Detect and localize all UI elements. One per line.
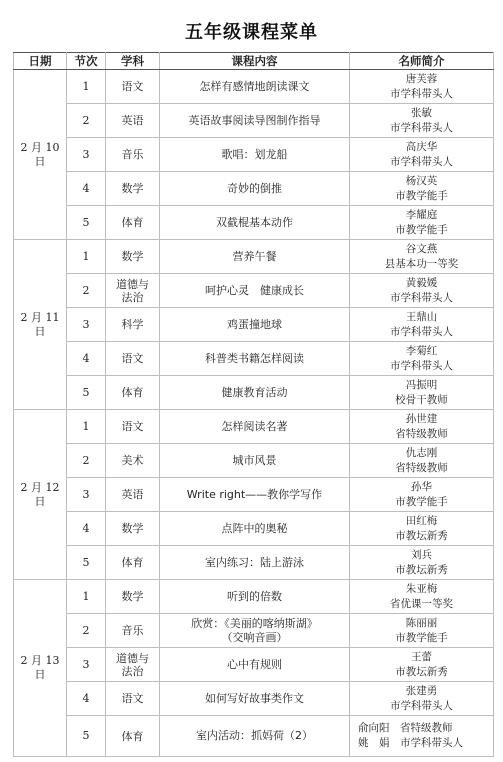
period-cell: 2 — [67, 444, 106, 478]
teacher-name: 田红梅 — [405, 514, 438, 527]
period-cell: 4 — [67, 342, 106, 376]
table-row — [14, 308, 494, 342]
content-cell: 怎样有感情地朗读课文 — [160, 70, 350, 104]
teacher-title: 市教坛新秀 — [395, 665, 448, 678]
content-cell: 室内练习：陆上游泳 — [160, 546, 350, 580]
teacher-cell — [350, 308, 494, 342]
teacher-name: 高庆华 — [405, 140, 438, 153]
period-cell: 3 — [67, 648, 106, 682]
teacher-cell — [350, 172, 494, 206]
table-row — [14, 104, 494, 138]
table-header-row — [14, 53, 494, 70]
table-row — [14, 478, 494, 512]
content-cell: 鸡蛋撞地球 — [160, 308, 350, 342]
date-cell: 2 月 10 日 — [14, 70, 67, 240]
subject-cell: 语文 — [106, 342, 160, 376]
subject-cell: 英语 — [106, 478, 160, 512]
content-cell: 营养午餐 — [160, 240, 350, 274]
subject-cell: 数学 — [106, 580, 160, 614]
teacher-cell — [350, 70, 494, 104]
teacher-title: 市学科带头人 — [390, 87, 453, 100]
table-row — [14, 512, 494, 546]
period-cell: 5 — [67, 546, 106, 580]
period-cell: 2 — [67, 104, 106, 138]
subject-cell: 体育 — [106, 716, 160, 757]
teacher-title: 市教学能手 — [395, 223, 448, 236]
subject-cell: 体育 — [106, 546, 160, 580]
teacher-name: 张建勇 — [405, 684, 438, 697]
teacher-cell — [350, 206, 494, 240]
teacher-title: 市教学能手 — [395, 495, 448, 508]
teacher-title: 市学科带头人 — [390, 155, 453, 168]
subject-cell: 美术 — [106, 444, 160, 478]
teacher-name: 黄毅媛 — [405, 276, 438, 289]
content-cell: 奇妙的倒推 — [160, 172, 350, 206]
teacher-name: 陈丽丽 — [405, 616, 438, 629]
table-row — [14, 138, 494, 172]
teacher-title: 市教学能手 — [395, 631, 448, 644]
content-cell: 室内活动：抓妈荷（2） — [160, 716, 350, 757]
table-row — [14, 206, 494, 240]
content-cell: 点阵中的奥秘 — [160, 512, 350, 546]
period-cell: 1 — [67, 70, 106, 104]
period-cell: 1 — [67, 410, 106, 444]
period-cell: 3 — [67, 308, 106, 342]
teacher-name: 冯振明 — [405, 378, 438, 391]
teacher-title: 市学科带头人 — [390, 325, 453, 338]
period-cell: 5 — [67, 376, 106, 410]
teacher-name: 孙世建 — [405, 412, 438, 425]
content-cell: 欣赏：《美丽的喀纳斯湖》 （交响音画） — [160, 614, 350, 648]
teacher-cell — [350, 478, 494, 512]
table-row — [14, 716, 494, 757]
teacher-cell — [350, 240, 494, 274]
teacher-cell — [350, 104, 494, 138]
teacher-title: 市教学能手 — [395, 189, 448, 202]
teacher-name: 仇志刚 — [405, 446, 438, 459]
subject-cell: 语文 — [106, 682, 160, 716]
teacher-name: 杨汉英 — [405, 174, 438, 187]
content-cell: 呵护心灵 健康成长 — [160, 274, 350, 308]
content-cell: 双截棍基本动作 — [160, 206, 350, 240]
teacher-title: 市教坛新秀 — [395, 529, 448, 542]
subject-cell: 道德与 法治 — [106, 274, 160, 308]
table-row — [14, 546, 494, 580]
period-cell: 1 — [67, 580, 106, 614]
content-cell: 科普类书籍怎样阅读 — [160, 342, 350, 376]
course-table — [13, 52, 494, 757]
subject-cell: 数学 — [106, 512, 160, 546]
teacher-name: 朱亚梅 — [405, 582, 438, 595]
teacher-cell — [350, 342, 494, 376]
period-cell: 5 — [67, 206, 106, 240]
teacher-cell — [350, 716, 494, 757]
table-row — [14, 682, 494, 716]
subject-cell: 数学 — [106, 172, 160, 206]
content-cell: 健康教育活动 — [160, 376, 350, 410]
content-cell: 心中有规则 — [160, 648, 350, 682]
period-cell: 4 — [67, 172, 106, 206]
content-cell: 英语故事阅读导图制作指导 — [160, 104, 350, 138]
table-row — [14, 648, 494, 682]
period-cell: 4 — [67, 512, 106, 546]
date-cell: 2 月 13 日 — [14, 580, 67, 757]
teacher-name: 孙华 — [411, 480, 432, 493]
teacher-title: 省优课一等奖 — [390, 597, 453, 610]
table-row — [14, 274, 494, 308]
teacher-cell — [350, 546, 494, 580]
header-teacher: 名师简介 — [350, 53, 494, 70]
teacher-cell — [350, 274, 494, 308]
teacher-cell — [350, 444, 494, 478]
subject-cell: 语文 — [106, 70, 160, 104]
teacher-name: 王鼎山 — [405, 310, 438, 323]
content-cell: 怎样阅读名著 — [160, 410, 350, 444]
table-body — [14, 70, 494, 757]
teacher-name: 张敏 — [411, 106, 432, 119]
teacher-cell — [350, 410, 494, 444]
teacher-name: 唐芙蓉 — [405, 72, 438, 85]
teacher-cell — [350, 682, 494, 716]
table-row — [14, 410, 494, 444]
teacher-cell — [350, 512, 494, 546]
subject-cell: 音乐 — [106, 138, 160, 172]
teacher-name: 李菊红 — [405, 344, 438, 357]
subject-cell: 体育 — [106, 376, 160, 410]
teacher-name: 刘兵 — [411, 548, 432, 561]
period-cell: 3 — [67, 478, 106, 512]
period-cell: 2 — [67, 614, 106, 648]
teacher-cell — [350, 614, 494, 648]
teacher-title: 县基本功一等奖 — [384, 257, 459, 270]
subject-cell: 体育 — [106, 206, 160, 240]
teacher-name: 俞向阳 省特级教师 — [358, 722, 453, 734]
content-cell: 歌唱：划龙船 — [160, 138, 350, 172]
subject-cell: 英语 — [106, 104, 160, 138]
header-period: 节次 — [67, 53, 106, 70]
teacher-title: 市学科带头人 — [390, 359, 453, 372]
period-cell: 1 — [67, 240, 106, 274]
subject-cell: 科学 — [106, 308, 160, 342]
teacher-title: 市学科带头人 — [390, 699, 453, 712]
teacher-title: 省特级教师 — [395, 427, 448, 440]
teacher-title: 校骨干教师 — [395, 393, 448, 406]
subject-cell: 语文 — [106, 410, 160, 444]
period-cell: 5 — [67, 716, 106, 757]
header-date: 日期 — [14, 53, 67, 70]
teacher-title: 市学科带头人 — [390, 121, 453, 134]
teacher-name: 谷文燕 — [405, 242, 438, 255]
content-cell: 如何写好故事类作文 — [160, 682, 350, 716]
header-content: 课程内容 — [160, 53, 350, 70]
period-cell: 3 — [67, 138, 106, 172]
header-subject: 学科 — [106, 53, 160, 70]
table-row — [14, 172, 494, 206]
table-row — [14, 614, 494, 648]
subject-cell: 音乐 — [106, 614, 160, 648]
teacher-cell — [350, 648, 494, 682]
teacher-cell — [350, 376, 494, 410]
teacher-cell — [350, 580, 494, 614]
period-cell: 2 — [67, 274, 106, 308]
table-row — [14, 240, 494, 274]
table-row — [14, 444, 494, 478]
table-row — [14, 342, 494, 376]
teacher-name: 王蕾 — [411, 650, 432, 663]
teacher-title: 市学科带头人 — [390, 291, 453, 304]
teacher-title: 市教坛新秀 — [395, 563, 448, 576]
date-cell: 2 月 12 日 — [14, 410, 67, 580]
period-cell: 4 — [67, 682, 106, 716]
table-row — [14, 70, 494, 104]
table-row — [14, 580, 494, 614]
teacher-name: 李耀庭 — [405, 208, 438, 221]
page-title: 五年级课程菜单 — [185, 22, 318, 43]
table-row — [14, 376, 494, 410]
content-cell: Write right——教你学写作 — [160, 478, 350, 512]
teacher-title: 省特级教师 — [395, 461, 448, 474]
content-cell: 城市风景 — [160, 444, 350, 478]
subject-cell: 道德与 法治 — [106, 648, 160, 682]
teacher-cell — [350, 138, 494, 172]
date-cell: 2 月 11 日 — [14, 240, 67, 410]
content-cell: 听到的倍数 — [160, 580, 350, 614]
subject-cell: 数学 — [106, 240, 160, 274]
teacher-title: 姚 娟 市学科带头人 — [358, 737, 463, 749]
